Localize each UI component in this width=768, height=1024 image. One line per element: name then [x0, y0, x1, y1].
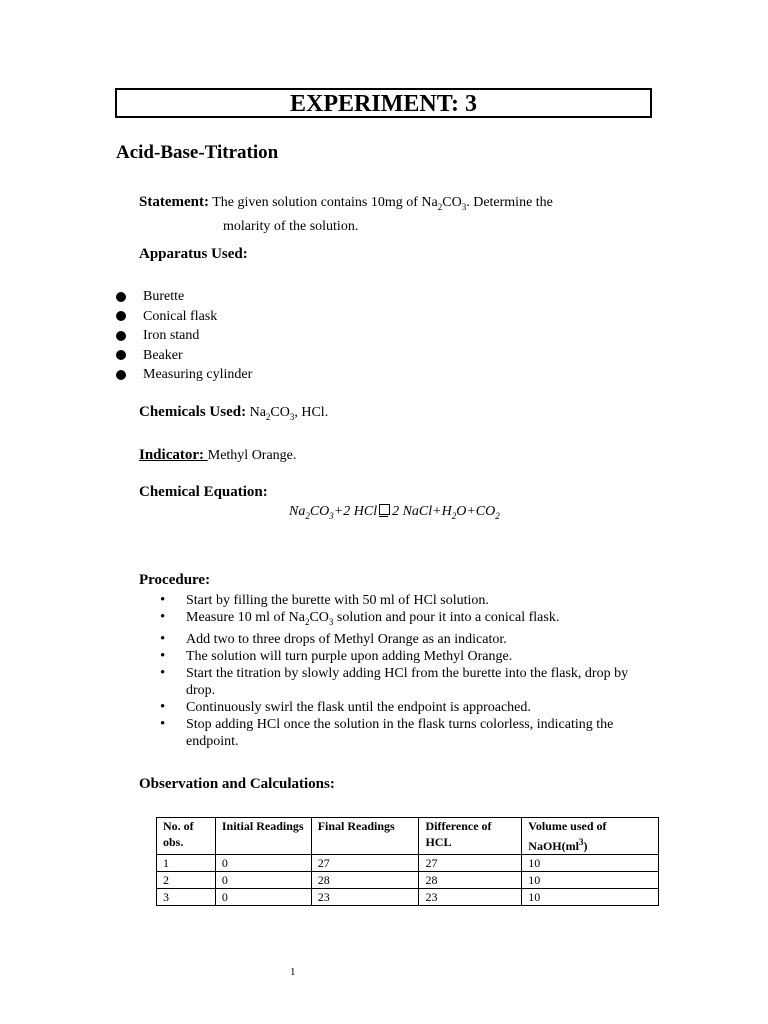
equation-sub: 2	[305, 510, 310, 521]
list-item: • Stop adding HCl once the solution in the flask turns colorless, indicating the endpoint.	[160, 716, 650, 750]
table-row	[157, 855, 659, 872]
page-title: EXPERIMENT: 3	[115, 88, 652, 118]
procedure-heading: Procedure:	[139, 572, 211, 588]
list-item	[160, 609, 650, 631]
procedure-text: Measure 10 ml of Na	[186, 610, 305, 625]
statement-block	[139, 193, 639, 236]
procedure-text: CO	[309, 610, 329, 625]
table-cell: 23	[311, 889, 419, 906]
list-item: • The solution will turn purple upon adding Methyl Orange.	[160, 648, 650, 665]
table-cell: 23	[419, 889, 522, 906]
column-header	[522, 818, 659, 855]
chemicals-label: Chemicals Used:	[139, 404, 247, 420]
list-item	[116, 326, 252, 346]
missing-glyph-arrow-icon	[379, 504, 390, 515]
table-cell: 10	[522, 872, 659, 889]
table-cell: 28	[311, 872, 419, 889]
procedure-sub: 3	[328, 616, 334, 627]
list-item	[116, 365, 252, 385]
equation-sub: 3	[329, 510, 334, 521]
equation-sub: 2	[451, 510, 457, 521]
equation-heading: Chemical Equation:	[139, 484, 268, 500]
list-item: • Start by filling the burette with 50 ml of HCl solution.	[160, 592, 650, 609]
observation-table	[156, 817, 659, 906]
chemicals-sub: 2	[265, 411, 271, 422]
observation-heading: Observation and Calculations:	[139, 776, 335, 792]
chemicals-text: CO	[270, 405, 290, 420]
table-cell: 28	[419, 872, 522, 889]
table-cell: 0	[215, 872, 311, 889]
experiment-subtitle: Acid-Base-Titration	[116, 142, 279, 163]
statement-line1-mid: CO	[442, 195, 462, 210]
indicator-label: Indicator:	[139, 447, 208, 463]
list-item	[116, 287, 252, 307]
bullet-icon	[116, 311, 126, 321]
column-header-text: Volume used of NaOH(ml	[528, 819, 607, 853]
statement-label: Statement:	[139, 194, 209, 210]
table-cell: 1	[157, 855, 216, 872]
table-cell: 27	[311, 855, 419, 872]
chemicals-text: Na	[246, 405, 266, 420]
equation-part: O+CO	[456, 504, 496, 519]
bullet-icon	[116, 350, 126, 360]
equation-part: +2 HCl	[333, 504, 378, 519]
equation-part: 2 NaCl+H	[392, 504, 452, 519]
statement-sub1: 2	[437, 201, 443, 212]
chemicals-text: , HCl.	[294, 405, 329, 420]
bullet-icon	[116, 370, 126, 380]
column-header: Initial Readings	[215, 818, 311, 855]
table-cell: 0	[215, 889, 311, 906]
apparatus-item: Burette	[143, 289, 185, 304]
equation-part: Na	[289, 504, 306, 519]
table-cell: 27	[419, 855, 522, 872]
table-cell: 3	[157, 889, 216, 906]
page-number: 1	[290, 966, 296, 978]
apparatus-item: Conical flask	[143, 308, 218, 324]
indicator-value: Methyl Orange.	[207, 448, 297, 463]
statement-sub2: 3	[461, 201, 467, 212]
column-header: Final Readings	[311, 818, 419, 855]
apparatus-item: Iron stand	[143, 328, 200, 343]
column-header: No. of obs.	[157, 818, 216, 855]
statement-line1-post: . Determine the	[466, 195, 553, 210]
bullet-icon	[116, 292, 126, 302]
table-cell: 2	[157, 872, 216, 889]
apparatus-item: Measuring cylinder	[143, 367, 253, 382]
list-item: • Continuously swirl the flask until the endpoint is approached.	[160, 699, 650, 716]
list-item: • Add two to three drops of Methyl Orange as an indicator.	[160, 631, 650, 648]
chemicals-line	[139, 404, 328, 422]
column-header: Difference of HCL	[419, 818, 522, 855]
column-header-text: )	[583, 839, 588, 853]
statement-line1-pre: The given solution contains 10mg of Na	[208, 195, 438, 210]
apparatus-item: Beaker	[143, 347, 183, 363]
chemicals-sub: 3	[289, 411, 295, 422]
procedure-text: solution and pour it into a conical flask.	[333, 610, 560, 625]
apparatus-list	[116, 287, 252, 385]
table-cell: 0	[215, 855, 311, 872]
indicator-line	[139, 447, 296, 464]
list-item	[116, 307, 252, 327]
statement-line2: molarity of the solution.	[223, 218, 359, 234]
equation-sub: 2	[495, 510, 500, 521]
procedure-sub: 2	[304, 616, 310, 627]
table-row	[157, 889, 659, 906]
equation-part: CO	[309, 504, 330, 519]
table-cell: 10	[522, 855, 659, 872]
procedure-list	[160, 592, 650, 750]
table-header-row	[157, 818, 659, 855]
column-header-sup: 3	[578, 837, 584, 847]
table-cell: 10	[522, 889, 659, 906]
table-row	[157, 872, 659, 889]
bullet-icon	[116, 331, 126, 341]
chemical-equation	[289, 504, 500, 521]
apparatus-heading: Apparatus Used:	[139, 246, 248, 262]
list-item	[116, 346, 252, 366]
list-item: • Start the titration by slowly adding HCl from the burette into the flask, drop by drop.	[160, 665, 650, 699]
